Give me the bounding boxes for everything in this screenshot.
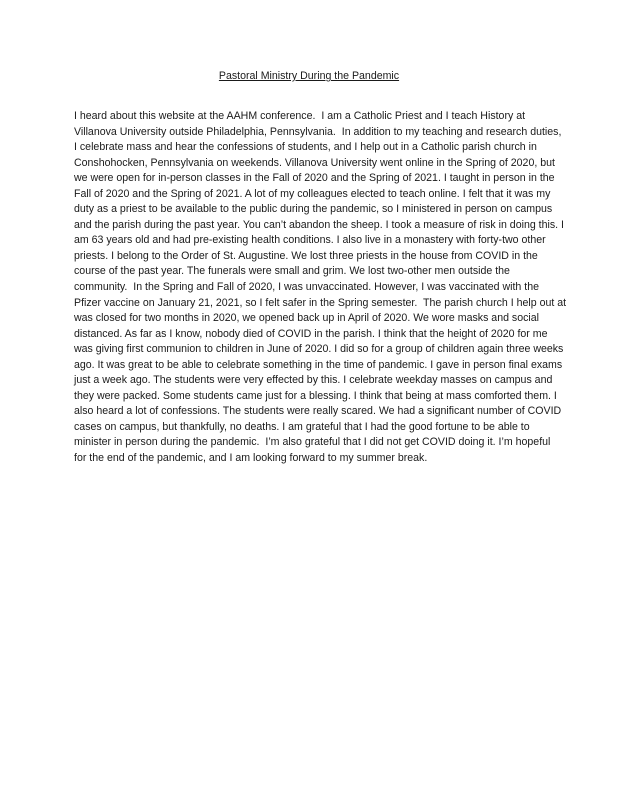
document-title: Pastoral Ministry During the Pandemic: [218, 70, 400, 82]
body-line: and the parish during the past year. You can’t abandon the sheep. I took a measure of risk in doing this. I: [74, 218, 564, 231]
body-line: for the end of the pandemic, and I am looking forward to my summer break.: [74, 452, 428, 465]
body-line: community. In the Spring and Fall of 2020, I was unvaccinated. However, I was vaccinated with the: [74, 281, 539, 294]
body-line: Conshohocken, Pennsylvania on weekends. Villanova University went online in the Spring of 2020, but: [74, 156, 555, 169]
body-line: we were open for in-person classes in the Fall of 2020 and the Spring of 2021. I taught in person in the: [74, 172, 555, 185]
body-line: course of the past year. The funerals were small and grim. We lost two-other men outside the: [74, 265, 510, 278]
body-line: duty as a priest to be available to the public during the pandemic, so I ministered in person on campus: [74, 203, 553, 216]
body-line: am 63 years old and had pre-existing health conditions. I also live in a monastery with forty-two other: [74, 234, 546, 247]
body-line: I celebrate mass and hear the confessions of students, and I help out in a Catholic parish church in: [74, 141, 537, 154]
body-line: distanced. As far as I know, nobody died of COVID in the parish. I think that the height of 2020 for me: [74, 327, 548, 340]
body-line: minister in person during the pandemic. I’m also grateful that I did not get COVID doing it. I’m hopeful: [74, 436, 551, 449]
body-line: Villanova University outside Philadelphia, Pennsylvania. In addition to my teaching and research duties,: [74, 125, 562, 138]
body-line: ago. It was great to be able to celebrate something in the time of pandemic. I gave in person final exams: [74, 358, 563, 371]
body-line: Fall of 2020 and the Spring of 2021. A lot of my colleagues elected to teach online. I felt that it was my: [74, 187, 551, 200]
body-line: they were packed. Some students came just for a blessing. I think that being at mass comforted them. I: [74, 389, 557, 402]
body-line: was closed for two months in 2020, we opened back up in April of 2020. We wore masks and social: [74, 312, 540, 325]
document-body: [74, 109, 567, 467]
body-line: Pfizer vaccine on January 21, 2021, so I felt safer in the Spring semester. The parish church I help out at: [74, 296, 567, 309]
body-line: also heard a lot of confessions. The students were really scared. We had a significant number of COVID: [74, 405, 562, 418]
body-line: cases on campus, but thankfully, no deaths. I am grateful that I had the good fortune to be able to: [74, 420, 530, 433]
body-line: priests. I belong to the Order of St. Augustine. We lost three priests in the house from COVID in the: [74, 249, 538, 262]
body-line: I heard about this website at the AAHM conference. I am a Catholic Priest and I teach History at: [74, 110, 526, 122]
body-line: was giving first communion to children in June of 2020. I did so for a group of children again three weeks: [74, 343, 564, 356]
body-line: just a week ago. The students were very effected by this. I celebrate weekday masses on campus and: [74, 374, 553, 387]
